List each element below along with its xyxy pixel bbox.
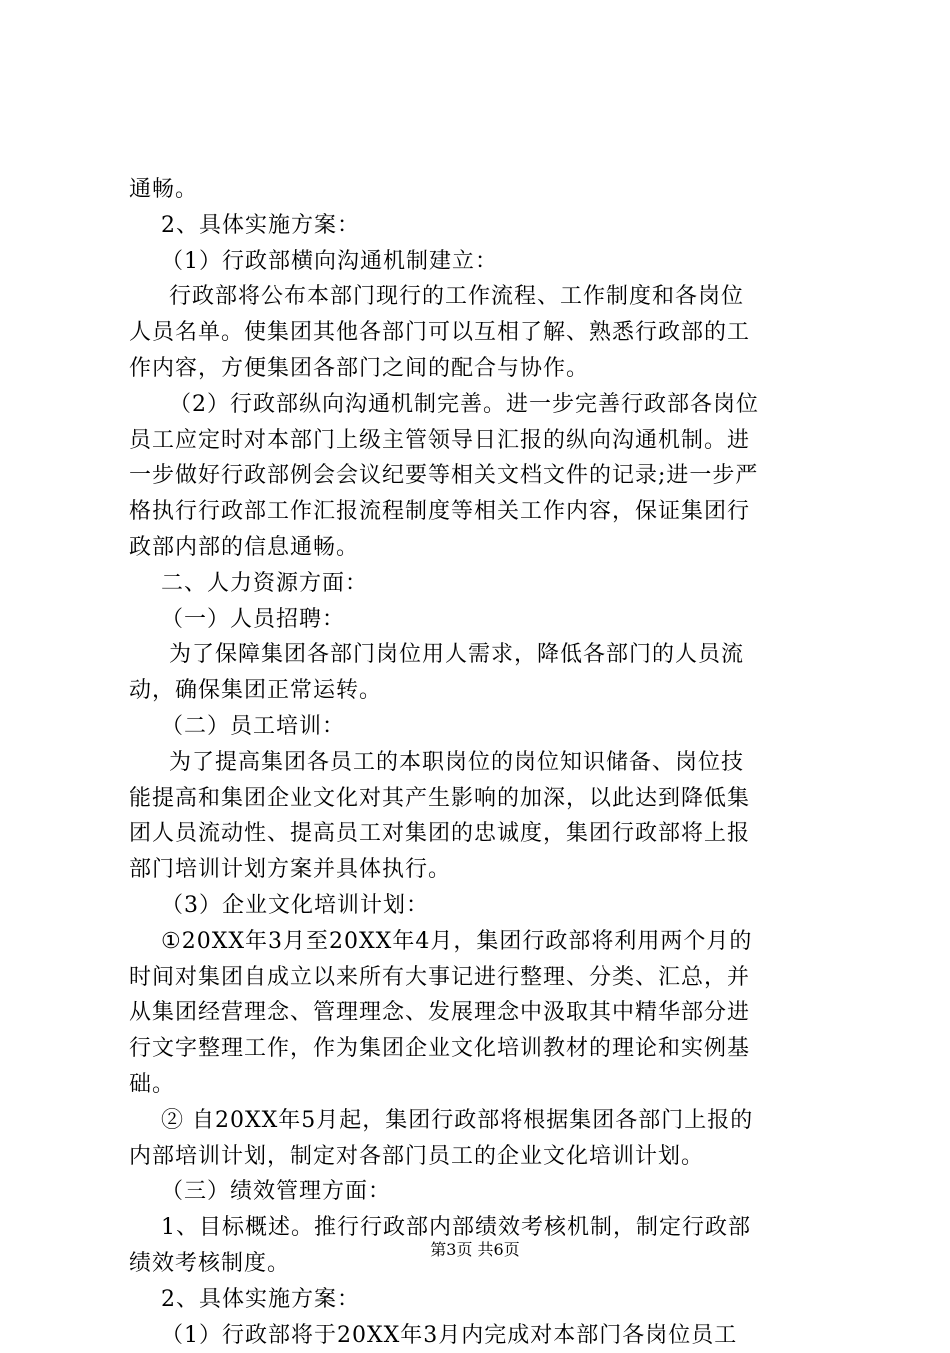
text-line: 础。 <box>129 1067 829 1103</box>
body-text <box>129 172 829 1353</box>
text-line: （1）行政部横向沟通机制建立： <box>129 244 829 280</box>
text-line: 通畅。 <box>129 172 829 208</box>
text-line: 部门培训计划方案并具体执行。 <box>129 852 829 888</box>
text-line: 能提高和集团企业文化对其产生影响的加深，以此达到降低集 <box>129 781 829 817</box>
text-line: （3）企业文化培训计划： <box>129 888 829 924</box>
page-number-footer: 第3页 共6页 <box>0 1240 950 1260</box>
text-line: 二、人力资源方面： <box>129 566 829 602</box>
text-line: 团人员流动性、提高员工对集团的忠诚度，集团行政部将上报 <box>129 816 829 852</box>
text-line: 动，确保集团正常运转。 <box>129 673 829 709</box>
text-line: 一步做好行政部例会会议纪要等相关文档文件的记录;进一步严 <box>129 458 829 494</box>
text-line: 政部内部的信息通畅。 <box>129 530 829 566</box>
text-line: 2、具体实施方案： <box>129 1282 829 1318</box>
text-line: 时间对集团自成立以来所有大事记进行整理、分类、汇总，并 <box>129 960 829 996</box>
text-line: 1、目标概述。推行行政部内部绩效考核机制，制定行政部 <box>129 1210 829 1246</box>
text-line: ② 自20XX年5月起，集团行政部将根据集团各部门上报的 <box>129 1103 829 1139</box>
text-line: （三）绩效管理方面： <box>129 1174 829 1210</box>
text-line: 行政部将公布本部门现行的工作流程、工作制度和各岗位 <box>129 279 829 315</box>
text-line: 员工应定时对本部门上级主管领导日汇报的纵向沟通机制。进 <box>129 423 829 459</box>
text-line: 2、具体实施方案： <box>129 208 829 244</box>
text-line: 从集团经营理念、管理理念、发展理念中汲取其中精华部分进 <box>129 995 829 1031</box>
text-line: 绩效考核制度。 <box>129 1246 829 1282</box>
text-line: 行文字整理工作，作为集团企业文化培训教材的理论和实例基 <box>129 1031 829 1067</box>
text-line: （一）人员招聘： <box>129 602 829 638</box>
text-line: ①20XX年3月至20XX年4月，集团行政部将利用两个月的 <box>129 924 829 960</box>
text-line: （二）员工培训： <box>129 709 829 745</box>
text-line: （1）行政部将于20XX年3月内完成对本部门各岗位员工 <box>129 1318 829 1353</box>
text-line: 格执行行政部工作汇报流程制度等相关工作内容，保证集团行 <box>129 494 829 530</box>
text-line: 为了保障集团各部门岗位用人需求，降低各部门的人员流 <box>129 637 829 673</box>
text-line: 为了提高集团各员工的本职岗位的岗位知识储备、岗位技 <box>129 745 829 781</box>
text-line: 内部培训计划，制定对各部门员工的企业文化培训计划。 <box>129 1139 829 1175</box>
text-line: 作内容，方便集团各部门之间的配合与协作。 <box>129 351 829 387</box>
text-line: 人员名单。使集团其他各部门可以互相了解、熟悉行政部的工 <box>129 315 829 351</box>
text-line: （2）行政部纵向沟通机制完善。进一步完善行政部各岗位 <box>129 387 829 423</box>
